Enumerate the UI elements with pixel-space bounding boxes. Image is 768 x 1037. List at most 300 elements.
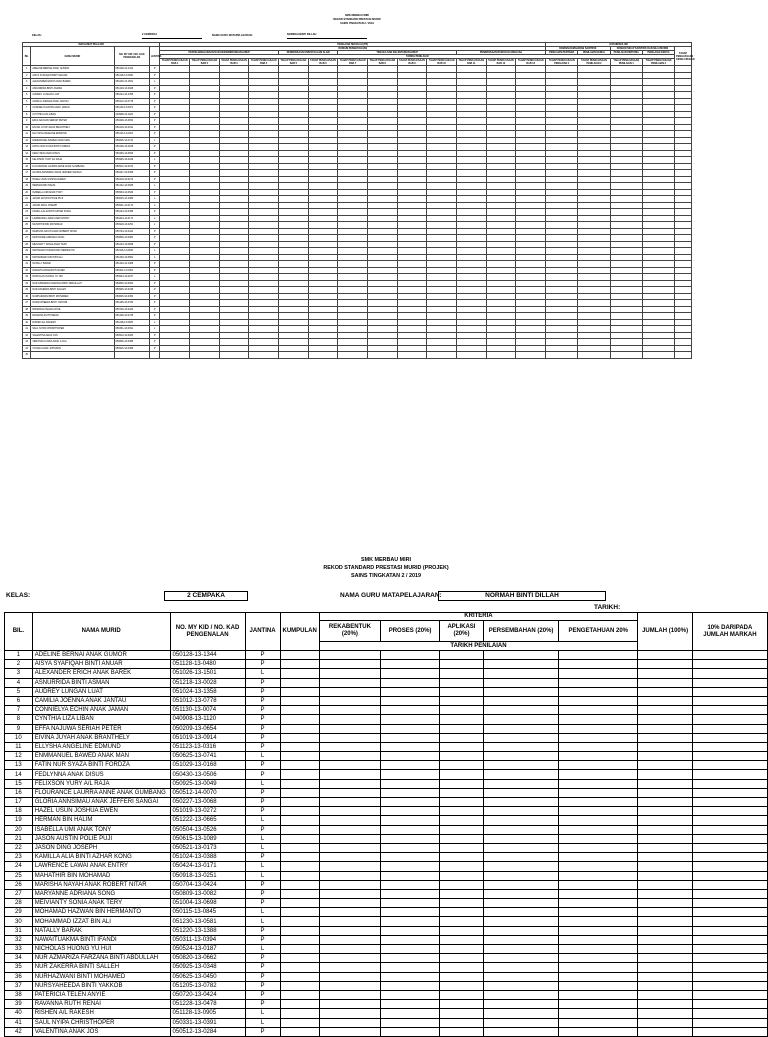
pengetahuan-cell[interactable]: [559, 1018, 638, 1027]
pengetahuan-cell[interactable]: [559, 651, 638, 660]
sepuluh-peratus-cell[interactable]: [692, 733, 767, 742]
rekabentuk-cell[interactable]: [319, 715, 381, 724]
jumlah-cell[interactable]: [638, 779, 692, 788]
kumpulan-cell[interactable]: [280, 678, 319, 687]
pengetahuan-cell[interactable]: [559, 825, 638, 834]
kumpulan-cell[interactable]: [280, 724, 319, 733]
rekabentuk-cell[interactable]: [319, 972, 381, 981]
mini-score-cell[interactable]: [427, 352, 457, 359]
proses-cell[interactable]: [381, 990, 440, 999]
rekabentuk-cell[interactable]: [319, 788, 381, 797]
jumlah-cell[interactable]: [638, 862, 692, 871]
kumpulan-cell[interactable]: [280, 715, 319, 724]
sepuluh-peratus-cell[interactable]: [692, 834, 767, 843]
aplikasi-cell[interactable]: [439, 926, 483, 935]
kumpulan-cell[interactable]: [280, 853, 319, 862]
jumlah-cell[interactable]: [638, 926, 692, 935]
sepuluh-peratus-cell[interactable]: [692, 788, 767, 797]
proses-cell[interactable]: [381, 660, 440, 669]
mini-score-cell[interactable]: [397, 352, 427, 359]
sepuluh-peratus-cell[interactable]: [692, 816, 767, 825]
proses-cell[interactable]: [381, 1000, 440, 1009]
rekabentuk-cell[interactable]: [319, 669, 381, 678]
kumpulan-cell[interactable]: [280, 825, 319, 834]
proses-cell[interactable]: [381, 834, 440, 843]
persembahan-cell[interactable]: [484, 706, 559, 715]
sepuluh-peratus-cell[interactable]: [692, 862, 767, 871]
proses-cell[interactable]: [381, 715, 440, 724]
jumlah-cell[interactable]: [638, 899, 692, 908]
pengetahuan-cell[interactable]: [559, 715, 638, 724]
rekabentuk-cell[interactable]: [319, 871, 381, 880]
pengetahuan-cell[interactable]: [559, 880, 638, 889]
sepuluh-peratus-cell[interactable]: [692, 761, 767, 770]
kumpulan-cell[interactable]: [280, 660, 319, 669]
kumpulan-cell[interactable]: [280, 963, 319, 972]
proses-cell[interactable]: [381, 899, 440, 908]
proses-cell[interactable]: [381, 724, 440, 733]
jumlah-cell[interactable]: [638, 742, 692, 751]
proses-cell[interactable]: [381, 935, 440, 944]
rekabentuk-cell[interactable]: [319, 696, 381, 705]
sepuluh-peratus-cell[interactable]: [692, 990, 767, 999]
proses-cell[interactable]: [381, 871, 440, 880]
sepuluh-peratus-cell[interactable]: [692, 798, 767, 807]
proses-cell[interactable]: [381, 798, 440, 807]
sepuluh-peratus-cell[interactable]: [692, 917, 767, 926]
mini-score-cell[interactable]: [516, 352, 546, 359]
jumlah-cell[interactable]: [638, 1027, 692, 1036]
rekabentuk-cell[interactable]: [319, 862, 381, 871]
jumlah-cell[interactable]: [638, 706, 692, 715]
sepuluh-peratus-cell[interactable]: [692, 963, 767, 972]
aplikasi-cell[interactable]: [439, 770, 483, 779]
jumlah-cell[interactable]: [638, 761, 692, 770]
kumpulan-cell[interactable]: [280, 954, 319, 963]
pengetahuan-cell[interactable]: [559, 798, 638, 807]
proses-cell[interactable]: [381, 706, 440, 715]
rekabentuk-cell[interactable]: [319, 798, 381, 807]
jumlah-cell[interactable]: [638, 853, 692, 862]
pengetahuan-cell[interactable]: [559, 687, 638, 696]
kumpulan-cell[interactable]: [280, 917, 319, 926]
sepuluh-peratus-cell[interactable]: [692, 945, 767, 954]
sepuluh-peratus-cell[interactable]: [692, 880, 767, 889]
aplikasi-cell[interactable]: [439, 696, 483, 705]
jumlah-cell[interactable]: [638, 687, 692, 696]
pengetahuan-cell[interactable]: [559, 926, 638, 935]
rekabentuk-cell[interactable]: [319, 834, 381, 843]
rekabentuk-cell[interactable]: [319, 770, 381, 779]
proses-cell[interactable]: [381, 770, 440, 779]
persembahan-cell[interactable]: [484, 1018, 559, 1027]
proses-cell[interactable]: [381, 678, 440, 687]
kumpulan-cell[interactable]: [280, 651, 319, 660]
jumlah-cell[interactable]: [638, 1009, 692, 1018]
jumlah-cell[interactable]: [638, 889, 692, 898]
proses-cell[interactable]: [381, 945, 440, 954]
rekabentuk-cell[interactable]: [319, 678, 381, 687]
pengetahuan-cell[interactable]: [559, 788, 638, 797]
proses-cell[interactable]: [381, 917, 440, 926]
kumpulan-cell[interactable]: [280, 733, 319, 742]
jumlah-cell[interactable]: [638, 660, 692, 669]
persembahan-cell[interactable]: [484, 908, 559, 917]
proses-cell[interactable]: [381, 669, 440, 678]
jumlah-cell[interactable]: [638, 651, 692, 660]
persembahan-cell[interactable]: [484, 843, 559, 852]
persembahan-cell[interactable]: [484, 687, 559, 696]
rekabentuk-cell[interactable]: [319, 917, 381, 926]
aplikasi-cell[interactable]: [439, 963, 483, 972]
aplikasi-cell[interactable]: [439, 733, 483, 742]
mini-score-cell[interactable]: [675, 352, 692, 359]
pengetahuan-cell[interactable]: [559, 981, 638, 990]
jumlah-cell[interactable]: [638, 972, 692, 981]
aplikasi-cell[interactable]: [439, 825, 483, 834]
rekabentuk-cell[interactable]: [319, 816, 381, 825]
aplikasi-cell[interactable]: [439, 981, 483, 990]
aplikasi-cell[interactable]: [439, 843, 483, 852]
aplikasi-cell[interactable]: [439, 779, 483, 788]
aplikasi-cell[interactable]: [439, 678, 483, 687]
kumpulan-cell[interactable]: [280, 880, 319, 889]
jumlah-cell[interactable]: [638, 1018, 692, 1027]
proses-cell[interactable]: [381, 889, 440, 898]
proses-cell[interactable]: [381, 1009, 440, 1018]
kumpulan-cell[interactable]: [280, 926, 319, 935]
pengetahuan-cell[interactable]: [559, 724, 638, 733]
pengetahuan-cell[interactable]: [559, 853, 638, 862]
aplikasi-cell[interactable]: [439, 1027, 483, 1036]
rekabentuk-cell[interactable]: [319, 935, 381, 944]
pengetahuan-cell[interactable]: [559, 972, 638, 981]
persembahan-cell[interactable]: [484, 926, 559, 935]
rekabentuk-cell[interactable]: [319, 724, 381, 733]
persembahan-cell[interactable]: [484, 1000, 559, 1009]
aplikasi-cell[interactable]: [439, 669, 483, 678]
sepuluh-peratus-cell[interactable]: [692, 779, 767, 788]
mini-score-cell[interactable]: [546, 352, 578, 359]
pengetahuan-cell[interactable]: [559, 935, 638, 944]
jumlah-cell[interactable]: [638, 963, 692, 972]
kumpulan-cell[interactable]: [280, 1000, 319, 1009]
persembahan-cell[interactable]: [484, 669, 559, 678]
sepuluh-peratus-cell[interactable]: [692, 715, 767, 724]
persembahan-cell[interactable]: [484, 807, 559, 816]
kumpulan-cell[interactable]: [280, 972, 319, 981]
persembahan-cell[interactable]: [484, 651, 559, 660]
mini-score-cell[interactable]: [160, 352, 190, 359]
rekabentuk-cell[interactable]: [319, 843, 381, 852]
jumlah-cell[interactable]: [638, 678, 692, 687]
kumpulan-cell[interactable]: [280, 843, 319, 852]
persembahan-cell[interactable]: [484, 825, 559, 834]
proses-cell[interactable]: [381, 1018, 440, 1027]
sepuluh-peratus-cell[interactable]: [692, 742, 767, 751]
persembahan-cell[interactable]: [484, 660, 559, 669]
aplikasi-cell[interactable]: [439, 724, 483, 733]
mini-score-cell[interactable]: [578, 352, 610, 359]
sepuluh-peratus-cell[interactable]: [692, 981, 767, 990]
kumpulan-cell[interactable]: [280, 945, 319, 954]
pengetahuan-cell[interactable]: [559, 669, 638, 678]
jumlah-cell[interactable]: [638, 908, 692, 917]
proses-cell[interactable]: [381, 816, 440, 825]
sepuluh-peratus-cell[interactable]: [692, 687, 767, 696]
mini-score-cell[interactable]: [308, 352, 338, 359]
rekabentuk-cell[interactable]: [319, 687, 381, 696]
persembahan-cell[interactable]: [484, 779, 559, 788]
pengetahuan-cell[interactable]: [559, 1027, 638, 1036]
rekabentuk-cell[interactable]: [319, 954, 381, 963]
kumpulan-cell[interactable]: [280, 990, 319, 999]
jumlah-cell[interactable]: [638, 669, 692, 678]
jumlah-cell[interactable]: [638, 724, 692, 733]
persembahan-cell[interactable]: [484, 871, 559, 880]
jumlah-cell[interactable]: [638, 807, 692, 816]
kumpulan-cell[interactable]: [280, 687, 319, 696]
rekabentuk-cell[interactable]: [319, 752, 381, 761]
sepuluh-peratus-cell[interactable]: [692, 889, 767, 898]
sepuluh-peratus-cell[interactable]: [692, 954, 767, 963]
pengetahuan-cell[interactable]: [559, 990, 638, 999]
persembahan-cell[interactable]: [484, 798, 559, 807]
rekabentuk-cell[interactable]: [319, 742, 381, 751]
proses-cell[interactable]: [381, 742, 440, 751]
sepuluh-peratus-cell[interactable]: [692, 678, 767, 687]
pengetahuan-cell[interactable]: [559, 678, 638, 687]
pengetahuan-cell[interactable]: [559, 742, 638, 751]
persembahan-cell[interactable]: [484, 981, 559, 990]
proses-cell[interactable]: [381, 880, 440, 889]
pengetahuan-cell[interactable]: [559, 963, 638, 972]
kumpulan-cell[interactable]: [280, 696, 319, 705]
sepuluh-peratus-cell[interactable]: [692, 752, 767, 761]
pengetahuan-cell[interactable]: [559, 816, 638, 825]
rekabentuk-cell[interactable]: [319, 807, 381, 816]
kumpulan-cell[interactable]: [280, 742, 319, 751]
jumlah-cell[interactable]: [638, 798, 692, 807]
aplikasi-cell[interactable]: [439, 954, 483, 963]
jumlah-cell[interactable]: [638, 825, 692, 834]
sepuluh-peratus-cell[interactable]: [692, 660, 767, 669]
sepuluh-peratus-cell[interactable]: [692, 899, 767, 908]
mini-score-cell[interactable]: [367, 352, 397, 359]
mini-score-cell[interactable]: [642, 352, 674, 359]
pengetahuan-cell[interactable]: [559, 843, 638, 852]
sepuluh-peratus-cell[interactable]: [692, 696, 767, 705]
persembahan-cell[interactable]: [484, 889, 559, 898]
pengetahuan-cell[interactable]: [559, 761, 638, 770]
rekabentuk-cell[interactable]: [319, 880, 381, 889]
sepuluh-peratus-cell[interactable]: [692, 908, 767, 917]
aplikasi-cell[interactable]: [439, 853, 483, 862]
persembahan-cell[interactable]: [484, 1009, 559, 1018]
sepuluh-peratus-cell[interactable]: [692, 871, 767, 880]
pengetahuan-cell[interactable]: [559, 706, 638, 715]
sepuluh-peratus-cell[interactable]: [692, 972, 767, 981]
pengetahuan-cell[interactable]: [559, 1009, 638, 1018]
proses-cell[interactable]: [381, 651, 440, 660]
pengetahuan-cell[interactable]: [559, 954, 638, 963]
kumpulan-cell[interactable]: [280, 1009, 319, 1018]
jumlah-cell[interactable]: [638, 990, 692, 999]
kumpulan-cell[interactable]: [280, 770, 319, 779]
sepuluh-peratus-cell[interactable]: [692, 825, 767, 834]
rekabentuk-cell[interactable]: [319, 706, 381, 715]
rekabentuk-cell[interactable]: [319, 945, 381, 954]
jumlah-cell[interactable]: [638, 696, 692, 705]
sepuluh-peratus-cell[interactable]: [692, 843, 767, 852]
rekabentuk-cell[interactable]: [319, 779, 381, 788]
aplikasi-cell[interactable]: [439, 687, 483, 696]
aplikasi-cell[interactable]: [439, 862, 483, 871]
aplikasi-cell[interactable]: [439, 990, 483, 999]
proses-cell[interactable]: [381, 761, 440, 770]
proses-cell[interactable]: [381, 733, 440, 742]
kumpulan-cell[interactable]: [280, 706, 319, 715]
persembahan-cell[interactable]: [484, 990, 559, 999]
persembahan-cell[interactable]: [484, 788, 559, 797]
persembahan-cell[interactable]: [484, 770, 559, 779]
aplikasi-cell[interactable]: [439, 889, 483, 898]
kumpulan-cell[interactable]: [280, 889, 319, 898]
mini-score-cell[interactable]: [219, 352, 249, 359]
rekabentuk-cell[interactable]: [319, 963, 381, 972]
persembahan-cell[interactable]: [484, 899, 559, 908]
pengetahuan-cell[interactable]: [559, 862, 638, 871]
mini-score-cell[interactable]: [249, 352, 279, 359]
mini-score-cell[interactable]: [610, 352, 642, 359]
proses-cell[interactable]: [381, 954, 440, 963]
pengetahuan-cell[interactable]: [559, 908, 638, 917]
jumlah-cell[interactable]: [638, 752, 692, 761]
aplikasi-cell[interactable]: [439, 871, 483, 880]
aplikasi-cell[interactable]: [439, 715, 483, 724]
mini-score-cell[interactable]: [279, 352, 309, 359]
kumpulan-cell[interactable]: [280, 908, 319, 917]
sepuluh-peratus-cell[interactable]: [692, 706, 767, 715]
kumpulan-cell[interactable]: [280, 752, 319, 761]
aplikasi-cell[interactable]: [439, 798, 483, 807]
kumpulan-cell[interactable]: [280, 761, 319, 770]
jumlah-cell[interactable]: [638, 871, 692, 880]
sepuluh-peratus-cell[interactable]: [692, 1018, 767, 1027]
sepuluh-peratus-cell[interactable]: [692, 651, 767, 660]
rekabentuk-cell[interactable]: [319, 899, 381, 908]
rekabentuk-cell[interactable]: [319, 660, 381, 669]
kumpulan-cell[interactable]: [280, 871, 319, 880]
jumlah-cell[interactable]: [638, 981, 692, 990]
persembahan-cell[interactable]: [484, 834, 559, 843]
aplikasi-cell[interactable]: [439, 945, 483, 954]
pengetahuan-cell[interactable]: [559, 834, 638, 843]
kumpulan-cell[interactable]: [280, 834, 319, 843]
kumpulan-cell[interactable]: [280, 788, 319, 797]
aplikasi-cell[interactable]: [439, 972, 483, 981]
kumpulan-cell[interactable]: [280, 816, 319, 825]
persembahan-cell[interactable]: [484, 678, 559, 687]
proses-cell[interactable]: [381, 788, 440, 797]
aplikasi-cell[interactable]: [439, 899, 483, 908]
pengetahuan-cell[interactable]: [559, 660, 638, 669]
rekabentuk-cell[interactable]: [319, 1000, 381, 1009]
rekabentuk-cell[interactable]: [319, 825, 381, 834]
persembahan-cell[interactable]: [484, 761, 559, 770]
pengetahuan-cell[interactable]: [559, 807, 638, 816]
jumlah-cell[interactable]: [638, 816, 692, 825]
mini-score-cell[interactable]: [338, 352, 368, 359]
jumlah-cell[interactable]: [638, 945, 692, 954]
aplikasi-cell[interactable]: [439, 834, 483, 843]
persembahan-cell[interactable]: [484, 1027, 559, 1036]
rekabentuk-cell[interactable]: [319, 733, 381, 742]
aplikasi-cell[interactable]: [439, 1009, 483, 1018]
jumlah-cell[interactable]: [638, 1000, 692, 1009]
persembahan-cell[interactable]: [484, 945, 559, 954]
rekabentuk-cell[interactable]: [319, 981, 381, 990]
proses-cell[interactable]: [381, 843, 440, 852]
pengetahuan-cell[interactable]: [559, 917, 638, 926]
mini-score-cell[interactable]: [456, 352, 486, 359]
persembahan-cell[interactable]: [484, 853, 559, 862]
aplikasi-cell[interactable]: [439, 908, 483, 917]
kumpulan-cell[interactable]: [280, 862, 319, 871]
pengetahuan-cell[interactable]: [559, 889, 638, 898]
kumpulan-cell[interactable]: [280, 935, 319, 944]
aplikasi-cell[interactable]: [439, 935, 483, 944]
proses-cell[interactable]: [381, 779, 440, 788]
proses-cell[interactable]: [381, 862, 440, 871]
proses-cell[interactable]: [381, 1027, 440, 1036]
jumlah-cell[interactable]: [638, 917, 692, 926]
jumlah-cell[interactable]: [638, 733, 692, 742]
pengetahuan-cell[interactable]: [559, 1000, 638, 1009]
sepuluh-peratus-cell[interactable]: [692, 853, 767, 862]
aplikasi-cell[interactable]: [439, 1018, 483, 1027]
kumpulan-cell[interactable]: [280, 798, 319, 807]
sepuluh-peratus-cell[interactable]: [692, 1000, 767, 1009]
persembahan-cell[interactable]: [484, 696, 559, 705]
sepuluh-peratus-cell[interactable]: [692, 1027, 767, 1036]
aplikasi-cell[interactable]: [439, 660, 483, 669]
persembahan-cell[interactable]: [484, 816, 559, 825]
mini-score-cell[interactable]: [486, 352, 516, 359]
aplikasi-cell[interactable]: [439, 742, 483, 751]
proses-cell[interactable]: [381, 853, 440, 862]
jumlah-cell[interactable]: [638, 880, 692, 889]
aplikasi-cell[interactable]: [439, 706, 483, 715]
pengetahuan-cell[interactable]: [559, 770, 638, 779]
persembahan-cell[interactable]: [484, 880, 559, 889]
aplikasi-cell[interactable]: [439, 880, 483, 889]
pengetahuan-cell[interactable]: [559, 696, 638, 705]
kumpulan-cell[interactable]: [280, 1027, 319, 1036]
mini-score-cell[interactable]: [190, 352, 220, 359]
rekabentuk-cell[interactable]: [319, 1027, 381, 1036]
rekabentuk-cell[interactable]: [319, 1009, 381, 1018]
jumlah-cell[interactable]: [638, 834, 692, 843]
kumpulan-cell[interactable]: [280, 1018, 319, 1027]
pengetahuan-cell[interactable]: [559, 871, 638, 880]
rekabentuk-cell[interactable]: [319, 651, 381, 660]
jumlah-cell[interactable]: [638, 715, 692, 724]
pengetahuan-cell[interactable]: [559, 945, 638, 954]
proses-cell[interactable]: [381, 963, 440, 972]
proses-cell[interactable]: [381, 981, 440, 990]
rekabentuk-cell[interactable]: [319, 853, 381, 862]
